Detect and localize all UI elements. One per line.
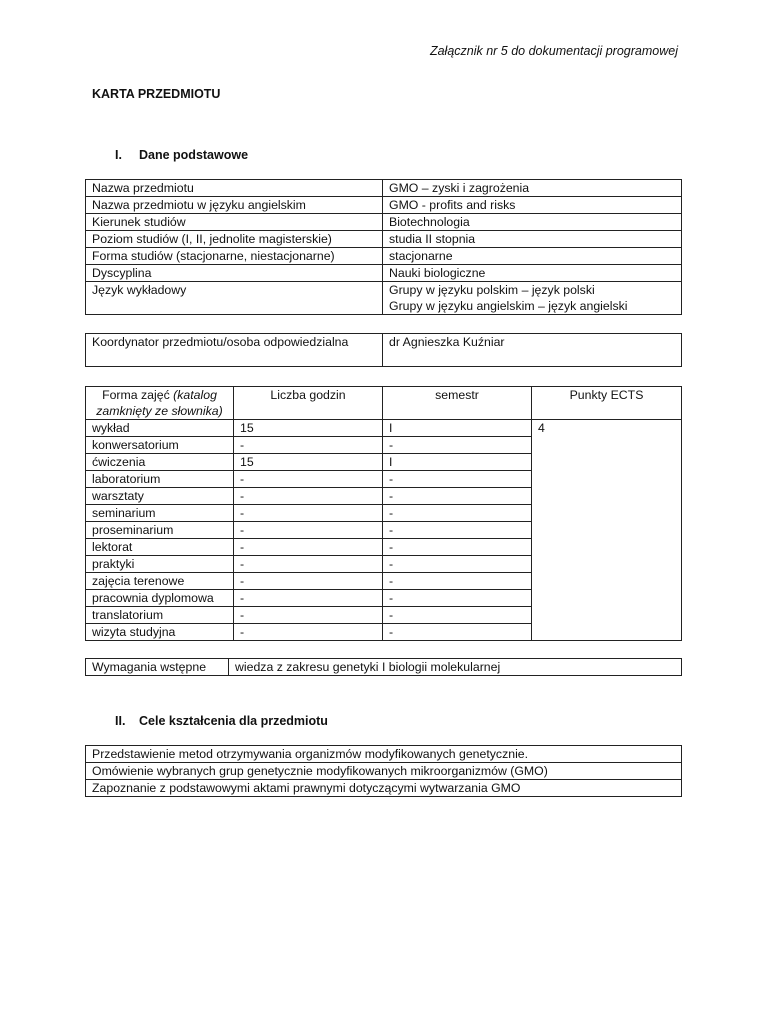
form-semester: - [383,573,532,590]
form-hours: - [234,556,383,573]
form-hours: - [234,437,383,454]
form-hours: - [234,488,383,505]
basic-info-label: Język wykładowy [86,282,383,315]
basic-info-label: Nazwa przedmiotu w języku angielskim [86,197,383,214]
basic-info-label: Kierunek studiów [86,214,383,231]
basic-info-label: Dyscyplina [86,265,383,282]
form-semester: - [383,607,532,624]
form-name: praktyki [86,556,234,573]
form-name: laboratorium [86,471,234,488]
form-name: wizyta studyjna [86,624,234,641]
form-name: zajęcia terenowe [86,573,234,590]
basic-info-row [86,197,682,214]
annex-note: Załącznik nr 5 do dokumentacji programowej [429,44,678,58]
form-hours: - [234,607,383,624]
goals-table [85,745,682,797]
forms-row [86,420,682,437]
form-hours: - [234,590,383,607]
form-name: lektorat [86,539,234,556]
form-hours: - [234,522,383,539]
form-name: pracownia dyplomowa [86,590,234,607]
form-semester: - [383,505,532,522]
form-hours: 15 [234,454,383,471]
form-hours: - [234,471,383,488]
goal-text: Przedstawienie metod otrzymywania organizmów modyfikowanych genetycznie. [86,746,682,763]
document-title: KARTA PRZEDMIOTU [92,87,221,101]
basic-info-value: Biotechnologia [383,214,682,231]
form-name: translatorium [86,607,234,624]
basic-info-label: Forma studiów (stacjonarne, niestacjonarne) [86,248,383,265]
basic-info-row [86,231,682,248]
basic-info-row [86,214,682,231]
goal-row [86,763,682,780]
requirements-table [85,658,682,676]
section-1-title: Dane podstawowe [139,148,249,162]
header-hours: Liczba godzin [234,387,383,420]
coordinator-row [86,334,682,367]
requirements-value: wiedza z zakresu genetyki I biologii molekularnej [229,659,682,676]
basic-info-value: stacjonarne [383,248,682,265]
basic-info-label: Nazwa przedmiotu [86,180,383,197]
form-semester: - [383,522,532,539]
ects-value: 4 [532,420,682,641]
goal-row [86,746,682,763]
section-2-heading [115,714,328,728]
basic-info-row [86,180,682,197]
header-ects: Punkty ECTS [532,387,682,420]
basic-info-value: GMO - profits and risks [383,197,682,214]
form-name: seminarium [86,505,234,522]
coordinator-value: dr Agnieszka Kuźniar [383,334,682,367]
form-semester: - [383,488,532,505]
header-form [86,387,234,420]
form-name: konwersatorium [86,437,234,454]
header-semester: semestr [383,387,532,420]
basic-info-value-line: Grupy w języku angielskim – język angielski [389,299,628,313]
form-semester: - [383,437,532,454]
form-hours: - [234,573,383,590]
header-form-text: Forma zajęć [102,388,170,402]
form-hours: - [234,505,383,522]
form-semester: I [383,454,532,471]
requirements-label: Wymagania wstępne [86,659,229,676]
coordinator-label: Koordynator przedmiotu/osoba odpowiedzialna [86,334,383,367]
basic-info-table [85,179,682,315]
basic-info-value [383,282,682,315]
form-semester: - [383,590,532,607]
basic-info-row [86,282,682,315]
coordinator-table [85,333,682,367]
section-2-title: Cele kształcenia dla przedmiotu [139,714,328,728]
basic-info-label: Poziom studiów (I, II, jednolite magisterskie) [86,231,383,248]
header-form-note: (katalog zamknięty ze słownika) [96,388,223,418]
form-semester: I [383,420,532,437]
basic-info-value: GMO – zyski i zagrożenia [383,180,682,197]
form-hours: - [234,624,383,641]
basic-info-row [86,265,682,282]
form-semester: - [383,624,532,641]
form-name: wykład [86,420,234,437]
form-name: ćwiczenia [86,454,234,471]
goal-text: Omówienie wybranych grup genetycznie modyfikowanych mikroorganizmów (GMO) [86,763,682,780]
form-hours: 15 [234,420,383,437]
form-semester: - [383,539,532,556]
basic-info-value: Nauki biologiczne [383,265,682,282]
requirements-row [86,659,682,676]
form-semester: - [383,471,532,488]
section-1-heading [115,148,248,162]
form-name: warsztaty [86,488,234,505]
section-1-number: I. [115,148,122,162]
basic-info-value-line: Grupy w języku polskim – język polski [389,283,595,297]
form-semester: - [383,556,532,573]
forms-header-row [86,387,682,420]
form-name: proseminarium [86,522,234,539]
forms-table [85,386,682,641]
basic-info-value: studia II stopnia [383,231,682,248]
form-hours: - [234,539,383,556]
goal-row [86,780,682,797]
basic-info-row [86,248,682,265]
goal-text: Zapoznanie z podstawowymi aktami prawnymi dotyczącymi wytwarzania GMO [86,780,682,797]
section-2-number: II. [115,714,126,728]
